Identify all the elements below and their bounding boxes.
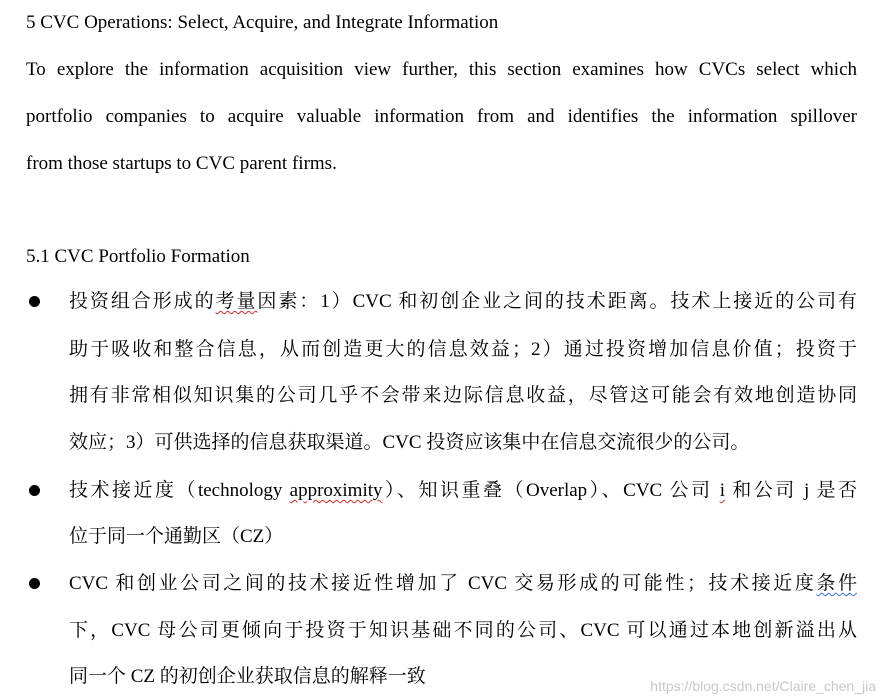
- bullet-3-line-3: 同一个 CZ 的初创企业获取信息的解释一致: [69, 666, 426, 687]
- section-title: 5 CVC Operations: Select, Acquire, and Integrate Information: [26, 12, 499, 33]
- bullet-dot-icon: [29, 578, 40, 589]
- spellcheck-mark: i: [719, 480, 725, 501]
- bullet-1-line-4: 效应；3）可供选择的信息获取渠道。CVC 投资应该集中在信息交流很少的公司。: [69, 432, 750, 453]
- bullet-dot-icon: [29, 485, 40, 496]
- bullet-3-line-2: 下，CVC 母公司更倾向于投资于知识基础不同的公司、CVC 可以通过本地创新溢出从: [69, 620, 857, 641]
- paragraph-line-1: To explore the information acquisition view further, this section examines how CVCs select which: [26, 59, 857, 80]
- watermark-text: https://blog.csdn.net/Claire_chen_jia: [650, 678, 876, 694]
- bullet-1-line-3: 拥有非常相似知识集的公司几乎不会带来边际信息收益，尽管这可能会有效地创造协同: [69, 385, 857, 406]
- bullet-1-line-1: 投资组合形成的考量因素：1）CVC 和初创企业之间的技术距离。技术上接近的公司有: [69, 291, 857, 312]
- bullet-2-line-1: 技术接近度（technology approximity）、知识重叠（Overlap）、CVC 公司 i 和公司 j 是否: [69, 480, 857, 501]
- spellcheck-mark: approximity: [289, 480, 383, 501]
- bullet-2-line-2: 位于同一个通勤区（CZ）: [69, 526, 284, 547]
- bullet-1-line-2: 助于吸收和整合信息，从而创造更大的信息效益；2）通过投资增加信息价值；投资于: [69, 339, 857, 360]
- paragraph-line-3: from those startups to CVC parent firms.: [26, 153, 337, 174]
- grammar-mark: 条件: [816, 573, 857, 594]
- paragraph-line-2: portfolio companies to acquire valuable information from and identifies the information spillover: [26, 106, 857, 127]
- bullet-dot-icon: [29, 296, 40, 307]
- subsection-title: 5.1 CVC Portfolio Formation: [26, 246, 250, 267]
- bullet-3-line-1: CVC 和创业公司之间的技术接近性增加了 CVC 交易形成的可能性；技术接近度条件: [69, 573, 857, 594]
- spellcheck-mark: 考量: [215, 291, 258, 312]
